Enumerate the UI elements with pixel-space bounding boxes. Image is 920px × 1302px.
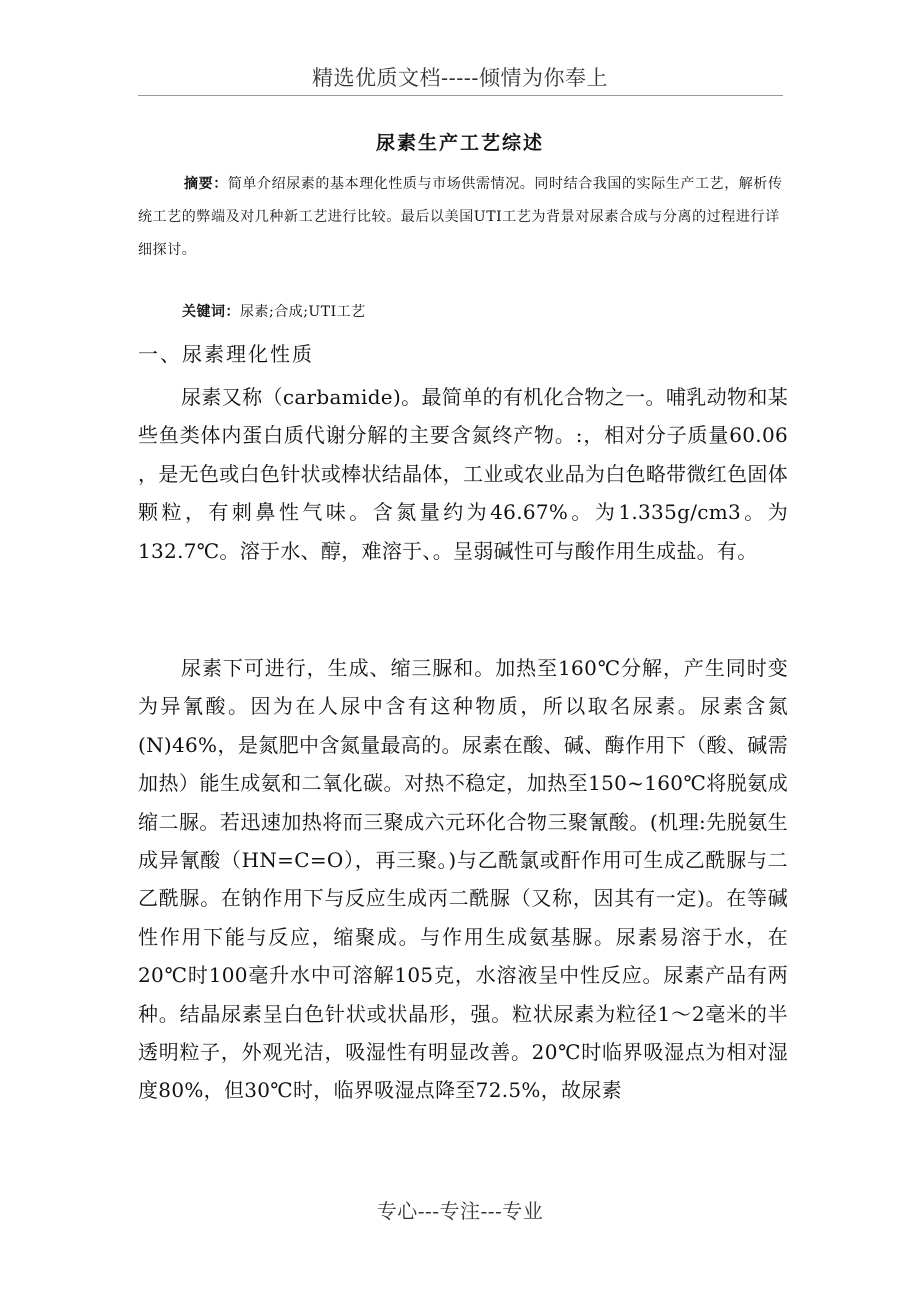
abstract	[138, 168, 788, 267]
abstract-label: 摘要：	[184, 176, 228, 192]
header-divider	[138, 95, 783, 96]
page-header: 精选优质文档-----倾情为你奉上	[312, 66, 608, 90]
keywords-label: 关键词：	[182, 304, 240, 320]
document-title: 尿素生产工艺综述	[375, 132, 544, 154]
keywords-text: 尿素;合成;UTI工艺	[240, 304, 366, 320]
keywords	[182, 298, 366, 326]
page-footer: 专心---专注---专业	[376, 1199, 544, 1223]
body-paragraph-2: 尿素下可进行，生成、缩三脲和。加热至160℃分解，产生同时变为异氰酸。因为在人尿中含有这种物质，所以取名尿素。尿素含氮(N)46%，是氮肥中含氮量最高的。尿素在酸、碱、酶作用下（酸、碱需加热）能生成氨和二氧化碳。对热不稳定，加热至150~160℃将脱氨成缩二脲。若迅速加热将而三聚成六元环化合物三聚氰酸。(机理:先脱氨生成异氰酸（HN=C=O），再三聚。)与乙酰氯或酐作用可生成乙酰脲与二乙酰脲。在钠作用下与反应生成丙二酰脲（又称，因其有一定)。在等碱性作用下能与反应，缩聚成。与作用生成氨基脲。尿素易溶于水，在20℃时100毫升水中可溶解105克，水溶液呈中性反应。尿素产品有两种。结晶尿素呈白色针状或状晶形，强。粒状尿素为粒径1～2毫米的半透明粒子，外观光洁，吸湿性有明显改善。20℃时临界吸湿点为相对湿度80%，但30℃时，临界吸湿点降至72.5%，故尿素	[138, 656, 788, 1103]
body-paragraph-1: 尿素又称（carbamide)。最简单的有机化合物之一。哺乳动物和某些鱼类体内蛋白质代谢分解的主要含氮终产物。:，相对分子质量60.06 ，是无色或白色针状或棒状结晶体，工业或农业品为白色略带微红色固体颗粒，有刺鼻性气味。含氮量约为46.67%。为1.335g/cm3。为132.7℃。溶于水、醇，难溶于、。呈弱碱性可与酸作用生成盐。有。	[138, 385, 788, 563]
section-heading: 一、尿素理化性质	[138, 342, 314, 366]
abstract-text: 简单介绍尿素的基本理化性质与市场供需情况。同时结合我国的实际生产工艺，解析传统工艺的弊端及对几种新工艺进行比较。最后以美国UTI工艺为背景对尿素合成与分离的过程进行详细探讨。	[138, 176, 783, 258]
